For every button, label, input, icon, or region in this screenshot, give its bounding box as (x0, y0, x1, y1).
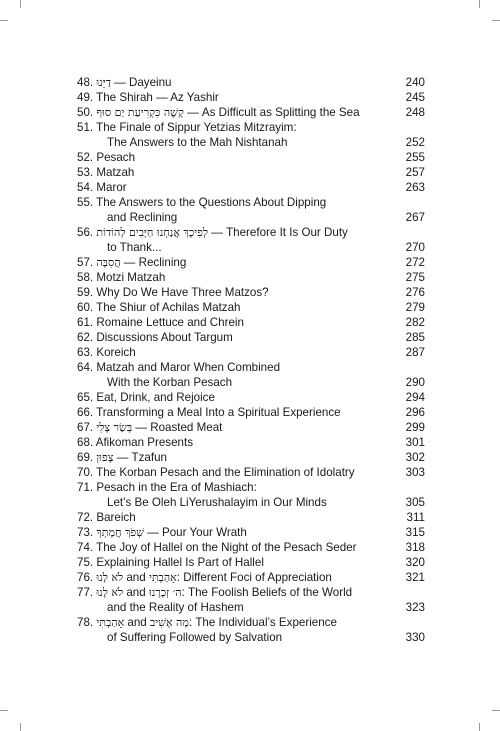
toc-page-number: 311 (406, 511, 425, 524)
toc-entry-title-line (77, 390, 389, 405)
hebrew-title: בְּשַׂר צָלִי (96, 421, 133, 434)
toc-entry (77, 570, 425, 585)
toc-entry-title-line (77, 165, 389, 180)
toc-entry-number: 62. (77, 331, 94, 344)
toc-page-number: 270 (405, 241, 425, 254)
toc-entry-number: 54. (77, 181, 94, 194)
toc-entry-text: and the Reality of Hashem (107, 601, 244, 614)
toc-entry-text: Eat, Drink, and Rejoice (96, 391, 215, 404)
toc-entry-title-line (77, 465, 389, 480)
crop-mark-bottom-right (479, 723, 480, 731)
toc-entry-text: Pesach (96, 151, 136, 164)
toc-entry-title-line (77, 420, 389, 435)
toc-entry (77, 195, 425, 225)
crop-mark-left-bottom (0, 710, 8, 711)
toc-entry-title-line (77, 270, 389, 285)
hebrew-title: לֹא לָנוּ (96, 586, 124, 599)
toc-entry-text: The Joy of Hallel on the Night of the Pesach Seder (96, 541, 357, 554)
crop-mark-left-top (0, 20, 8, 21)
toc-entry-title-line (77, 330, 389, 345)
toc-page-number: 318 (405, 541, 425, 554)
crop-mark-right-top (492, 20, 500, 21)
toc-entry (77, 345, 425, 360)
toc-page-number: 252 (405, 136, 425, 149)
toc-entry-text: Matzah (96, 166, 135, 179)
hebrew-title: אָהַבְתִּי (96, 616, 125, 629)
toc-entry-text: — Roasted Meat (132, 421, 223, 434)
toc-page-number: 285 (405, 331, 425, 344)
toc-entry-text: Bareich (96, 511, 136, 524)
toc-page-number: 330 (405, 631, 425, 644)
toc-page-number: 248 (405, 106, 425, 119)
toc-entry (77, 300, 425, 315)
toc-entry (77, 555, 425, 570)
toc-entry-number: 58. (77, 271, 94, 284)
toc-entry (77, 150, 425, 165)
toc-entry-text: Koreich (96, 346, 136, 359)
toc-entry-title-line (77, 105, 389, 120)
toc-entry-number: 64. (77, 361, 94, 374)
toc-entry (77, 90, 425, 105)
hebrew-title: הֲסִבָּה (96, 256, 121, 269)
toc-entry-number: 66. (77, 406, 94, 419)
toc-entry-number: 52. (77, 151, 94, 164)
toc-entry-title-line (77, 555, 389, 570)
toc-page-number: 276 (405, 286, 425, 299)
toc-entry (77, 615, 425, 645)
toc-page-number: 272 (405, 256, 425, 269)
toc-entry-text: Afikoman Presents (95, 436, 194, 449)
toc-entry-number: 73. (77, 526, 94, 539)
toc-entry (77, 360, 425, 390)
toc-entry-number: 49. (77, 91, 94, 104)
toc-page-number: 294 (405, 391, 425, 404)
toc-page-number: 240 (405, 76, 425, 89)
toc-entry-title-line (77, 180, 389, 195)
toc-entry (77, 315, 425, 330)
toc-entry-text: The Korban Pesach and the Elimination of Idolatry (96, 466, 355, 479)
table-of-contents (77, 75, 425, 645)
toc-entry-text: Transforming a Meal Into a Spiritual Experience (96, 406, 341, 419)
toc-entry (77, 285, 425, 300)
toc-entry-number: 75. (77, 556, 94, 569)
toc-entry-text: : The Individual’s Experience (188, 616, 337, 629)
hebrew-title: אָהַבְתִּי (148, 571, 177, 584)
toc-page-number: 245 (405, 91, 425, 104)
toc-entry-text: — Dayeinu (110, 76, 172, 89)
toc-entry-title-line (77, 570, 389, 585)
toc-page-number: 303 (405, 466, 425, 479)
toc-entry-number: 74. (77, 541, 94, 554)
toc-entry (77, 525, 425, 540)
toc-entry-title-line (77, 480, 389, 495)
hebrew-title: שְׁפֹךְ חֲמָתְךָ (96, 526, 144, 539)
toc-entry-text: The Shirah — Az Yashir (96, 91, 219, 104)
toc-page-number: 275 (405, 271, 425, 284)
toc-entry-number: 68. (77, 436, 94, 449)
toc-entry-text: : Different Foci of Appreciation (176, 571, 332, 584)
toc-entry-number: 67. (77, 421, 94, 434)
toc-entry-text: Romaine Lettuce and Chrein (96, 316, 244, 329)
toc-entry-text: The Answers to the Questions About Dipping (96, 196, 327, 209)
toc-entry-text: and (124, 616, 150, 629)
toc-entry-text: The Answers to the Mah Nishtanah (107, 136, 288, 149)
hebrew-title: לְפִיכָךְ אֲנַחְנוּ חַיָּבִים לְהוֹדוֹת (96, 226, 209, 239)
toc-entry-text: and Reclining (107, 211, 178, 224)
crop-mark-bottom-left (20, 723, 21, 731)
toc-entry-number: 78. (77, 616, 94, 629)
toc-entry-number: 72. (77, 511, 94, 524)
toc-entry-number: 56. (77, 226, 94, 239)
toc-entry-title-line (77, 285, 389, 300)
toc-page-number: 323 (405, 601, 425, 614)
toc-entry-title-line (77, 315, 389, 330)
toc-entry (77, 270, 425, 285)
toc-entry (77, 540, 425, 555)
toc-entry-text: of Suffering Followed by Salvation (107, 631, 283, 644)
toc-entry-title-line (77, 150, 389, 165)
toc-page-number: 320 (405, 556, 425, 569)
hebrew-title: קָשֶׁה כִּקְרִיעַת יַם סוּף (96, 106, 184, 119)
toc-entry-continuation-line (77, 495, 389, 510)
crop-mark-right-bottom (492, 710, 500, 711)
toc-entry-title-line (77, 75, 389, 90)
hebrew-title: דַיֵּנוּ (96, 76, 111, 89)
toc-entry (77, 75, 425, 90)
toc-entry-title-line (77, 120, 389, 135)
toc-entry-number: 55. (77, 196, 94, 209)
toc-entry (77, 180, 425, 195)
toc-page-number: 279 (405, 301, 425, 314)
crop-mark-top-right (479, 0, 480, 8)
toc-page-number: 302 (405, 451, 425, 464)
toc-entry-continuation-line (77, 240, 389, 255)
toc-entry-text: — Therefore It Is Our Duty (208, 226, 348, 239)
toc-entry-title-line (77, 525, 389, 540)
toc-entry-continuation-line (77, 630, 389, 645)
toc-entry-title-line (77, 435, 389, 450)
toc-entry-title-line (77, 585, 389, 600)
toc-entry (77, 585, 425, 615)
toc-entry-title-line (77, 300, 389, 315)
toc-entry-title-line (77, 255, 389, 270)
toc-entry-text: With the Korban Pesach (107, 376, 233, 389)
toc-entry-number: 69. (77, 451, 94, 464)
toc-entry-text: Pesach in the Era of Mashiach: (96, 481, 257, 494)
toc-entry-number: 65. (77, 391, 94, 404)
toc-entry-number: 77. (77, 586, 94, 599)
toc-entry-text: Maror (96, 181, 127, 194)
toc-entry-text: Let’s Be Oleh LiYerushalayim in Our Minds (107, 496, 327, 509)
toc-entry (77, 165, 425, 180)
toc-entry-title-line (77, 345, 389, 360)
hebrew-title: ה׳ זְכָרָנוּ (148, 586, 182, 599)
toc-entry (77, 480, 425, 510)
toc-entry-text: The Shiur of Achilas Matzah (96, 301, 241, 314)
toc-entry (77, 390, 425, 405)
toc-entry-text: The Finale of Sippur Yetzias Mitzrayim: (96, 121, 297, 134)
toc-entry (77, 120, 425, 150)
toc-entry-title-line (77, 90, 389, 105)
toc-entry-text: Matzah and Maror When Combined (96, 361, 281, 374)
toc-entry-text: Why Do We Have Three Matzos? (96, 286, 269, 299)
toc-entry-number: 63. (77, 346, 94, 359)
toc-entry-continuation-line (77, 210, 389, 225)
toc-page-number: 321 (405, 571, 425, 584)
toc-page-number: 299 (405, 421, 425, 434)
toc-page-number: 315 (405, 526, 425, 539)
toc-entry-number: 61. (77, 316, 94, 329)
toc-page-number: 296 (405, 406, 425, 419)
toc-entry-text: to Thank... (107, 241, 162, 254)
toc-page-number: 290 (405, 376, 425, 389)
toc-page-number: 282 (405, 316, 425, 329)
toc-entry-text: Motzi Matzah (96, 271, 166, 284)
toc-entry-text: Explaining Hallel Is Part of Hallel (96, 556, 264, 569)
toc-page-number: 255 (405, 151, 425, 164)
toc-page-number: 267 (405, 211, 425, 224)
toc-page-number: 257 (405, 166, 425, 179)
hebrew-title: צָפוּן (96, 451, 114, 464)
toc-entry-title-line (77, 450, 389, 465)
toc-entry-title-line (77, 360, 389, 375)
hebrew-title: מָה אָשִׁיב (149, 616, 189, 629)
toc-entry-number: 51. (77, 121, 94, 134)
toc-entry (77, 420, 425, 435)
toc-entry-text: and (123, 586, 149, 599)
toc-entry-title-line (77, 510, 389, 525)
toc-page-number: 301 (405, 436, 425, 449)
hebrew-title: לֹא לָנוּ (96, 571, 124, 584)
toc-entry-number: 76. (77, 571, 94, 584)
toc-entry (77, 330, 425, 345)
toc-entry-number: 70. (77, 466, 94, 479)
toc-entry (77, 465, 425, 480)
toc-entry-title-line (77, 195, 389, 210)
toc-entry-number: 71. (77, 481, 94, 494)
toc-entry-continuation-line (77, 600, 389, 615)
toc-entry (77, 105, 425, 120)
toc-entry-title-line (77, 540, 389, 555)
toc-entry (77, 435, 425, 450)
toc-entry-number: 57. (77, 256, 94, 269)
toc-entry (77, 405, 425, 420)
toc-entry-continuation-line (77, 375, 389, 390)
toc-page-number: 305 (405, 496, 425, 509)
toc-entry-number: 59. (77, 286, 94, 299)
toc-entry-title-line (77, 615, 389, 630)
toc-entry-number: 53. (77, 166, 94, 179)
toc-entry-text: Discussions About Targum (96, 331, 233, 344)
toc-entry-text: — As Difficult as Splitting the Sea (183, 106, 360, 119)
toc-entry-title-line (77, 405, 389, 420)
toc-entry-number: 50. (77, 106, 94, 119)
toc-entry-text: and (123, 571, 149, 584)
toc-entry-title-line (77, 225, 389, 240)
toc-page-number: 287 (405, 346, 425, 359)
toc-entry (77, 510, 425, 525)
toc-entry (77, 255, 425, 270)
crop-mark-top-left (20, 0, 21, 8)
toc-entry-number: 48. (77, 76, 94, 89)
toc-entry (77, 450, 425, 465)
toc-page-number: 263 (405, 181, 425, 194)
toc-entry-continuation-line (77, 135, 389, 150)
toc-entry-text: — Pour Your Wrath (143, 526, 247, 539)
toc-entry (77, 225, 425, 255)
toc-entry-text: — Tzafun (113, 451, 167, 464)
toc-entry-number: 60. (77, 301, 94, 314)
toc-entry-text: : The Foolish Beliefs of the World (181, 586, 353, 599)
toc-entry-text: — Reclining (120, 256, 187, 269)
